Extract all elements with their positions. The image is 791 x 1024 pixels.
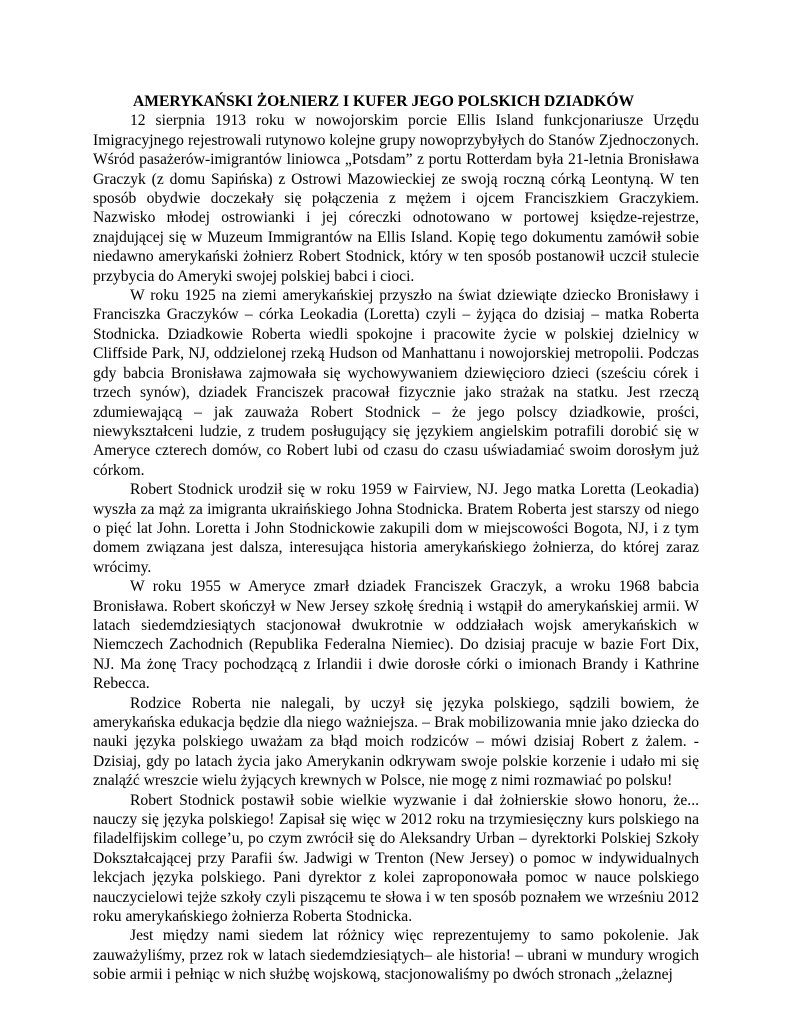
- paragraph: Jest między nami siedem lat różnicy więc reprezentujemy to samo pokolenie. Jak zauważyliśmy, przez rok w latach siedemdziesiątych– ale historia! – ubrani w mundury wrogich sobie armii i pełniąc w nich służbę wojskową, stacjonowaliśmy po dwóch stronach „żelaznej: [93, 927, 699, 984]
- paragraph: W roku 1925 na ziemi amerykańskiej przyszło na świat dziewiąte dziecko Bronisławy i Franciszka Graczyków – córka Leokadia (Loretta) czyli – żyjąca do dzisiaj – matka Roberta Stodnicka. Dziadkowie Roberta wiedli spokojne i pracowite życie w polskiej dzielnicy w Cliffside Park, NJ, oddzielonej rzeką Hudson od Manhattanu i nowojorskiej metropolii. Podczas gdy babcia Bronisława zajmowała się wychowywaniem dziewięciorо dzieci (sześciu córek i trzech synów), dziadek Franciszek pracował fizycznie jako strażak na statku. Jest rzeczą zdumiewającą – jak zauważa Robert Stodnick – że jego polscy dziadkowie, prości, niewykształceni ludzie, z trudem posługujący się językiem angielskim potrafili dorobić się w Ameryce czterech domów, co Robert lubi od czasu do czasu uświadamiać swoim dorosłym już córkom.: [93, 287, 699, 479]
- paragraph: W roku 1955 w Ameryce zmarł dziadek Franciszek Graczyk, a wroku 1968 babcia Bronisława. Robert skończył w New Jersey szkołę średnią i wstąpił do amerykańskiej armii. W latach siedemdziesiątych stacjonował dwukrotnie w oddziałach wojsk amerykańskich w Niemczech Zachodnich (Republika Federalna Niemiec). Do dzisiaj pracuje w bazie Fort Dix, NJ. Ma żonę Tracy pochodzącą z Irlandii i dwie dorosłe córki o imionach Brandy i Kathrine Rebecca.: [93, 578, 699, 693]
- paragraph: Robert Stodnick postawił sobie wielkie wyzwanie i dał żołnierskie słowo honoru, że... nauczy się języka polskiego! Zapisał się więc w 2012 roku na trzymiesięczny kurs polskiego na filadelfijskim college’u, po czym zwrócił się do Aleksandry Urban – dyrektorki Polskiej Szkoły Dokształcającej przy Parafii św. Jadwigi w Trenton (New Jersey) o pomoc w indywidualnych lekcjach języka polskiego. Pani dyrektor z kolei zaproponowała pomoc w nauce polskiego nauczycielowi tejże szkoły czyli piszącemu te słowa i w ten sposób poznałem we wrześniu 2012 roku amerykańskiego żołnierza Roberta Stodnicka.: [93, 791, 699, 926]
- document-title: AMERYKAŃSKI ŻOŁNIERZ I KUFER JEGO POLSKICH DZIADKÓW: [133, 93, 635, 110]
- paragraph: Robert Stodnick urodził się w roku 1959 w Fairview, NJ. Jego matka Loretta (Leokadia) wyszła za mąż za imigranta ukraińskiego Johna Stodnicka. Bratem Roberta jest starszy od niego o pięć lat John. Loretta i John Stodnickowie zakupili dom w miejscowości Bogota, NJ, i z tym domem związana jest dalsza, interesująca historia amerykańskiego żołnierza, do której zaraz wrócimy.: [93, 481, 699, 576]
- document-page: [93, 92, 699, 985]
- paragraph: 12 sierpnia 1913 roku w nowojorskim porcie Ellis Island funkcjonariusze Urzędu Imigracyjnego rejestrowali rutynowo kolejne grupy nowoprzybyłych do Stanów Zjednoczonych. Wśród pasażerów-imigrantów liniowca „Potsdam” z portu Rotterdam była 21-letnia Bronisława Graczyk (z domu Sapińska) z Ostrowi Mazowieckiej ze swoją roczną córką Leontyną. W ten sposób obydwie doczekały się połączenia z mężem i ojcem Franciszkiem Graczykiem. Nazwisko młodej ostrowianki i jej córeczki odnotowano w portowej księdze-rejestrze, znajdującej się w Muzeum Immigrantów na Ellis Island. Kopię tego dokumentu zamówił sobie niedawno amerykański żołnierz Robert Stodnick, który w ten sposób postanowił uczcił stulecie przybycia do Ameryki swojej polskiej babci i cioci.: [93, 112, 699, 285]
- paragraph: Rodzice Roberta nie nalegali, by uczył się języka polskiego, sądzili bowiem, że amerykańska edukacja będzie dla niego ważniejsza. – Brak mobilizowania mnie jako dziecka do nauki języka polskiego uważam za błąd moich rodziców – mówi dzisiaj Robert z żalem. - Dzisiaj, gdy po latach życia jako Amerykanin odkrywam swoje polskie korzenie i udało mi się znaląźć wreszcie wielu żyjących krewnych w Polsce, nie mogę z nimi rozmawiać po polsku!: [93, 694, 699, 790]
